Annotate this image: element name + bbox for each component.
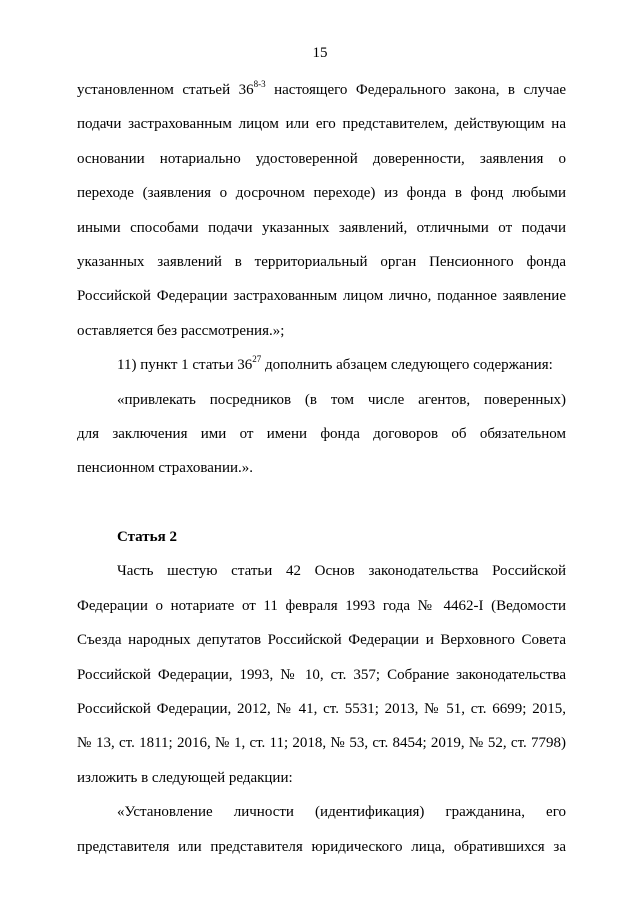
page-number: 15: [312, 45, 328, 61]
article-heading: Статья 2: [117, 529, 177, 546]
text-line: «Установление личности (идентификация) гражданина, его: [117, 804, 566, 821]
text-line: Съезда народных депутатов Российской Федерации и Верховного Совета: [77, 632, 566, 649]
text-line: указанных заявлений в территориальный орган Пенсионного фонда: [77, 253, 566, 270]
superscript: 8-3: [253, 79, 266, 89]
superscript: 27: [252, 354, 262, 365]
blank-line: [77, 486, 566, 520]
text-line: Часть шестую статьи 42 Основ законодательства Российской: [117, 563, 566, 580]
text-line: изложить в следующей редакции:: [77, 769, 293, 786]
text-line: основании нотариально удостоверенной доверенности, заявления о: [77, 150, 566, 167]
text-line: установленном статьей 36$^{8-3}$ настоящего Федерального закона, в случае: [77, 79, 566, 98]
text-line: 11) пункт 1 статьи $36^{27}$ дополнить абзацем следующего содержания:: [117, 354, 553, 374]
text-line: № 13, ст. 1811; 2016, № 1, ст. 11; 2018, № 53, ст. 8454; 2019, № 52, ст. 7798): [77, 735, 566, 752]
text-line: подачи застрахованным лицом или его представителем, действующим на: [77, 116, 566, 133]
text-line: оставляется без рассмотрения.»;: [77, 322, 285, 339]
document-body: [77, 73, 566, 864]
text-line: представителя или представителя юридического лица, обратившихся за: [77, 838, 566, 855]
text-line: для заключения ими от имени фонда договоров об обязательном: [77, 425, 566, 442]
text-line: пенсионном страховании.».: [77, 460, 254, 477]
text-line: переходе (заявления о досрочном переходе) из фонда в фонд любыми: [77, 185, 566, 202]
text-line: Российской Федерации, 2012, № 41, ст. 5531; 2013, № 51, ст. 6699; 2015,: [77, 701, 566, 718]
text-line: Федерации о нотариате от 11 февраля 1993 года № 4462-I (Ведомости: [77, 597, 566, 614]
text-line: иными способами подачи указанных заявлений, отличными от подачи: [77, 219, 566, 236]
text-line: Российской Федерации, 1993, № 10, ст. 357; Собрание законодательства: [77, 666, 566, 683]
text-line: «привлекать посредников (в том числе агентов, поверенных): [117, 391, 566, 408]
text-line: Российской Федерации застрахованным лицом лично, поданное заявление: [77, 288, 566, 305]
